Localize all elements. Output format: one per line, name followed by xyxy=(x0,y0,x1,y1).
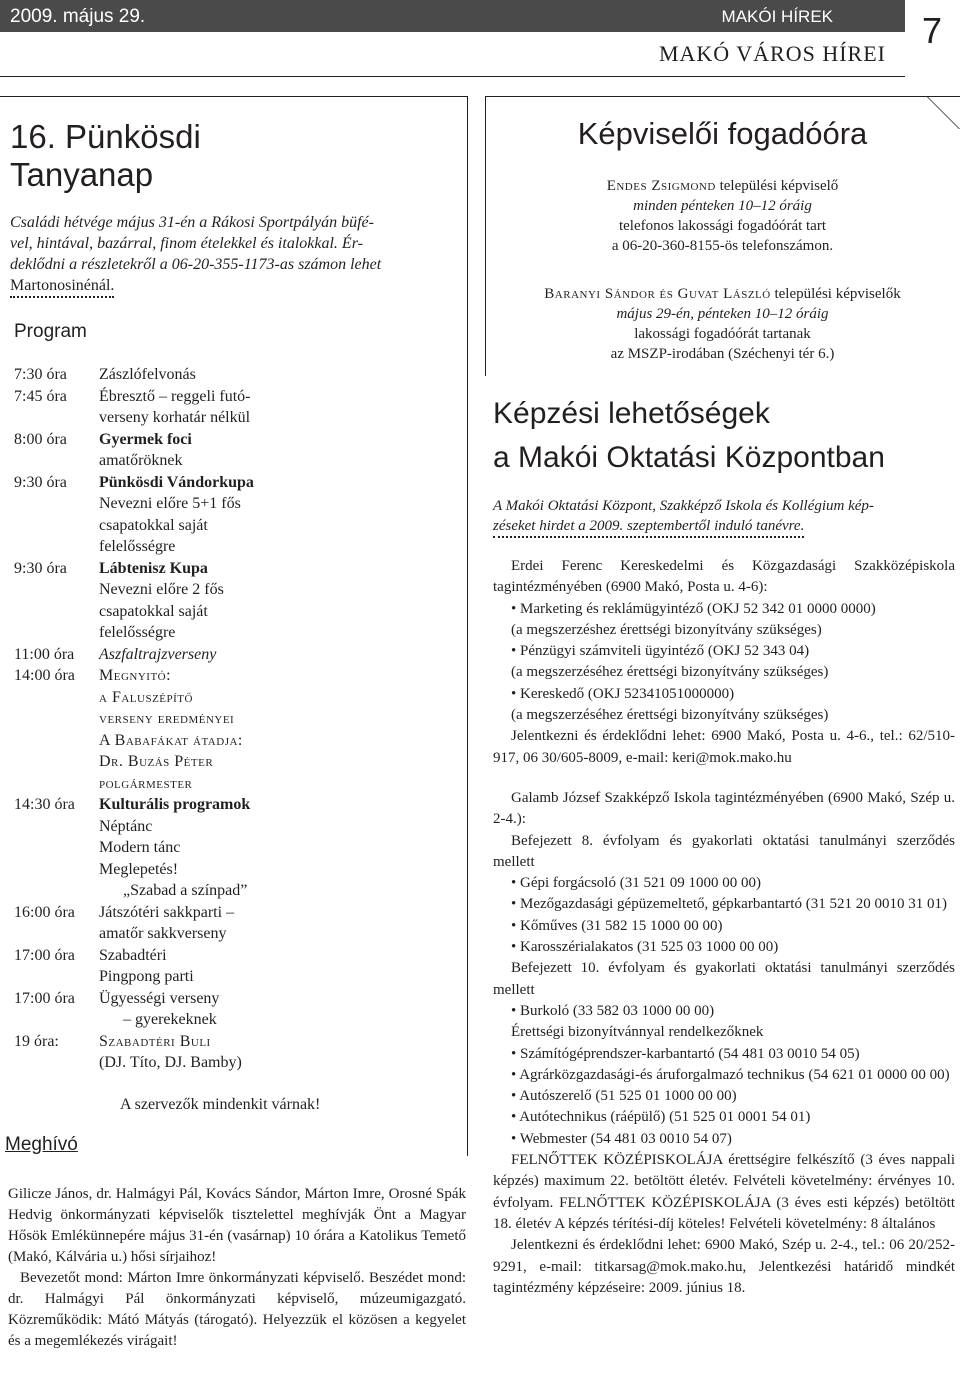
program-row xyxy=(14,837,454,859)
program-event: felelősségre xyxy=(99,538,176,555)
course-item: • Karosszérialakatos (31 525 03 1000 00 00) xyxy=(493,937,955,958)
group-heading: Befejezett 10. évfolyam és gyakorlati oktatási tanulmányi szerződés mellett xyxy=(493,960,955,998)
program-row xyxy=(14,687,454,709)
group-heading: Érettségi bizonyítvánnyal rendelkezőknek xyxy=(511,1024,764,1041)
program-time xyxy=(14,816,99,838)
program-event: verseny korhatár nélkül xyxy=(99,409,251,426)
program-time xyxy=(14,493,99,515)
program-event: Zászlófelvonás xyxy=(99,366,196,383)
course-item: • Burkoló (33 582 03 1000 00 00) xyxy=(493,1001,955,1022)
course-item: • Mezőgazdasági gépüzemeltető, gépkarbantartó (31 521 20 0010 31 01) xyxy=(493,894,955,915)
program-time xyxy=(14,515,99,537)
header-bar xyxy=(0,0,905,32)
program-event: Gyermek foci xyxy=(99,430,192,448)
program-event: Meglepetés! xyxy=(99,860,179,878)
program-row xyxy=(14,558,454,580)
page-header xyxy=(0,0,960,82)
program-time: 7:45 óra xyxy=(14,387,67,405)
program-event: (DJ. Títo, DJ. Bamby) xyxy=(99,1054,242,1071)
program-event: polgármester xyxy=(99,774,193,792)
program-row xyxy=(14,644,454,666)
program-row xyxy=(14,1031,454,1053)
program-time xyxy=(14,407,99,429)
course-item: • Autószerelő (51 525 01 1000 00 00) xyxy=(493,1086,955,1107)
erdei-section: Erdei Ferenc Kereskedelmi és Közgazdasági Szakközépiskola tagintézményében (6900 Makó, Posta u. 4-6): • Marketing és reklámügyintéző (OKJ 52 342 01 0000 0000) (a megszerzéshez érettségi bizonyítvány szükséges) • Pénzügyi számviteli ügyintéző (OKJ 52 343 04) (a megszerzéséhez érettségi bizonyítvány szükséges) • Kereskedő (OKJ 52341051000000) (a megszerzéséhez érettségi bizonyítvány szükséges) Jelentkezni és érdeklődni lehet: 6900 Makó, Posta u. 4-6., tel.: 62/510-917, 06 30/605-8009, e-mail: keri@mok.mako.hu xyxy=(493,556,955,769)
program-row xyxy=(14,407,454,429)
program-row xyxy=(14,601,454,623)
course-item: • Webmester (54 481 03 0010 54 07) xyxy=(493,1129,955,1150)
meghivo-paragraph: Gilicze János, dr. Halmágyi Pál, Kovács Sándor, Márton Imre, Orosné Spák Hedvig önkormányzati képviselők tisztelettel meghívják Önt a Magyar Hősök Emlékünnepére május 31-én (vasárnap) 10 órára a Katolikus Temető (Makó, Kálvária u.) hősi sírjaihoz! xyxy=(8,1186,466,1265)
program-event: A Babafákat átadja: xyxy=(99,731,243,749)
program-time xyxy=(14,687,99,709)
program-event: amatőröknek xyxy=(99,452,183,469)
program-event: Szabadtéri xyxy=(99,946,167,964)
program-row xyxy=(14,816,454,838)
program-time: 9:30 óra xyxy=(14,559,67,577)
program-time: 17:00 óra xyxy=(14,946,75,964)
fogadoora-title: Képviselői fogadóóra xyxy=(577,116,868,151)
program-time xyxy=(14,773,99,795)
page-number: 7 xyxy=(922,10,943,51)
program-row xyxy=(14,988,454,1010)
contact-paragraph: Jelentkezni és érdeklődni lehet: 6900 Makó, Szép u. 2-4., tel.: 06 20/252-9291, e-mail: titkarsag@mok.mako.hu, Jelentkezési határidő mindkét tagintézmény képzéseire: 2009. június 18. xyxy=(493,1237,955,1296)
program-event: Modern tánc xyxy=(99,839,181,856)
program-time: 11:00 óra xyxy=(14,645,75,663)
course-note: (a megszerzéséhez érettségi bizonyítvány szükséges) xyxy=(511,664,829,681)
closing-note: A szervezők mindenkit várnak! xyxy=(120,1096,321,1113)
program-time xyxy=(14,450,99,472)
program-event: amatőr sakkverseny xyxy=(99,925,227,942)
fogadoora-block-1: Endes Zsigmond települési képviselő minden pénteken 10–12 óráig telefonos lakossági fogadóórát tart a 06-20-360-8155-ös telefonszámon. xyxy=(606,178,839,254)
program-time xyxy=(14,923,99,945)
course-item: • Számítógéprendszer-karbantartó (54 481 03 0010 54 05) xyxy=(493,1044,955,1065)
program-event: Kulturális programok xyxy=(99,796,251,813)
meghivo-text xyxy=(8,1184,466,1352)
program-time: 17:00 óra xyxy=(14,989,75,1007)
header-rule xyxy=(0,76,905,77)
program-row xyxy=(14,859,454,881)
program-row xyxy=(14,966,454,988)
program-list xyxy=(14,364,454,1074)
program-time xyxy=(14,601,99,623)
program-row xyxy=(14,773,454,795)
program-event: Ébresztő – reggeli futó- xyxy=(99,387,251,405)
program-time xyxy=(14,966,99,988)
program-row xyxy=(14,1009,454,1031)
kepzes-title: Képzési lehetőségek a Makói Oktatási Központban xyxy=(493,397,885,474)
program-time xyxy=(14,536,99,558)
program-time xyxy=(14,859,99,881)
galamb-section: Galamb József Szakképző Iskola tagintézményében (6900 Makó, Szép u. 2-4.): Befejezett 8. évfolyam és gyakorlati oktatási tanulmányi szerződés mellett • Gépi forgácsoló (31 521 09 1000 00 00) • Mezőgazdasági gépüzemeltető, gépkarbantartó (31 521 20 0010 31 01) • Kőműves (31 582 15 1000 00 00) • Karosszérialakatos (31 525 03 1000 00 00) Befejezett 10. évfolyam és gyakorlati oktatási tanulmányi szerződés mellett • Burkoló (33 582 03 1000 00 00) Érettségi bizonyítvánnyal rendelkezőknek • Számítógéprendszer-karbantartó (54 481 03 0010 54 05) • Agrárközgazdasági-és áruforgalmazó technikus (54 621 01 0000 00 00) • Autószerelő (51 525 01 1000 00 00) • Autótechnikus (ráépülő) (51 525 01 0001 54 01) • Webmester (54 481 03 0010 54 07) FELNŐTTEK KÖZÉPISKOLÁJA érettségire felkészítő (3 éves nappali képzés) maximum 22. betöltött életév. Felvételi követelmény: érvényes 10. évfolyam. FELNŐTTEK KÖZÉPISKOLÁJA (3 éves esti képzés) betöltött 18. életév A képzés térítési-díj köteles! Felvételi követelmény: 8 általános Jelentkezni és érdeklődni lehet: 6900 Makó, Szép u. 2-4., tel.: 06 20/252-9291, e-mail: titkarsag@mok.mako.hu, Jelentkezési határidő mindkét tagintézmény képzéseire: 2009. június 18. xyxy=(493,788,955,1299)
program-event: Pünkösdi Vándorkupa xyxy=(99,473,254,491)
program-row xyxy=(14,1052,454,1074)
program-time: 14:00 óra xyxy=(14,667,75,684)
program-event: Játszótéri sakkparti – xyxy=(99,903,235,921)
program-row xyxy=(14,429,454,451)
program-row xyxy=(14,923,454,945)
fogadoora-block-2: Baranyi Sándor és Guvat László települési képviselők május 29-én, pénteken 10–12 óráig lakossági fogadóórát tartanak az MSZP-irodában (Széchenyi tér 6.) xyxy=(544,286,901,362)
program-time xyxy=(14,622,99,644)
meghivo-paragraph: Bevezetőt mond: Márton Imre önkormányzati képviselő. Beszédet mond: dr. Halmágyi Pál önkormányzati képviselő, múzeumigazgató. Közreműködik: Mátó Mátyás (tárogató). Helyezzük el közösen a kegyelet és a megemlékezés virágait! xyxy=(8,1270,466,1349)
program-time xyxy=(14,837,99,859)
program-row xyxy=(14,751,454,773)
course-note: (a megszerzéshez érettségi bizonyítvány szükséges) xyxy=(511,621,822,638)
program-row xyxy=(14,515,454,537)
program-event: csapatokkal saját xyxy=(99,516,208,534)
program-time: 19 óra: xyxy=(14,1032,59,1050)
program-time: 16:00 óra xyxy=(14,903,75,921)
program-event: felelősségre xyxy=(99,624,176,641)
program-row xyxy=(14,730,454,752)
program-row xyxy=(14,708,454,730)
course-item: • Agrárközgazdasági-és áruforgalmazó technikus (54 621 01 0000 00 00) xyxy=(493,1065,955,1086)
kepzes-lead: A Makói Oktatási Központ, Szakképző Iskola és Kollégium kép- zéseket hirdet a 2009. szeptembertől induló tanévre. xyxy=(493,496,955,538)
course-item: • Pénzügyi számviteli ügyintéző (OKJ 52 343 04) xyxy=(493,641,955,662)
tanyanap-lead: Családi hétvége május 31-én a Rákosi Sportpályán büfé- vel, hintával, bazárral, finom ételekkel és italokkal. Ér- deklődni a részletekről a 06-20-355-1173-as számon lehet Martonosinénál. xyxy=(10,212,458,298)
program-event: Néptánc xyxy=(99,817,153,835)
program-time xyxy=(14,730,99,752)
course-item: • Kőműves (31 582 15 1000 00 00) xyxy=(493,916,955,937)
program-event: a Faluszépítő xyxy=(99,688,193,706)
tanyanap-title: 16. Pünkösdi Tanyanap xyxy=(10,118,201,193)
program-row xyxy=(14,536,454,558)
program-time: 7:30 óra xyxy=(14,366,67,383)
left-column xyxy=(0,96,475,1376)
program-event: „Szabad a színpad” xyxy=(123,882,248,899)
section-subtitle: MAKÓ VÁROS HÍREI xyxy=(658,41,886,66)
program-event: Szabadtéri Buli xyxy=(99,1032,211,1050)
program-time: 14:30 óra xyxy=(14,796,75,813)
program-row xyxy=(14,880,454,902)
program-time xyxy=(14,579,99,601)
program-event: Pingpong parti xyxy=(99,968,194,985)
program-time xyxy=(14,1052,99,1074)
program-time xyxy=(14,708,99,730)
program-row xyxy=(14,579,454,601)
program-row xyxy=(14,493,454,515)
program-event: Nevezni előre 2 fős xyxy=(99,581,224,598)
issue-date: 2009. május 29. xyxy=(10,6,146,27)
section-name: MAKÓI HÍREK xyxy=(721,7,833,26)
program-label: Program xyxy=(14,321,87,342)
contact-paragraph: Jelentkezni és érdeklődni lehet: 6900 Makó, Posta u. 4-6., tel.: 62/510-917, 06 30/605-8009, e-mail: keri@mok.mako.hu xyxy=(493,728,955,766)
right-column xyxy=(485,96,960,1376)
course-item: • Kereskedő (OKJ 52341051000000) xyxy=(493,684,955,705)
program-time xyxy=(14,751,99,773)
meghivo-label: Meghívó xyxy=(5,1134,78,1155)
adult-school-paragraph: FELNŐTTEK KÖZÉPISKOLÁJA érettségire felkészítő (3 éves nappali képzés) maximum 22. betöltött életév. Felvételi követelmény: érvényes 10. évfolyam. FELNŐTTEK KÖZÉPISKOLÁJA (3 éves esti képzés) betöltött 18. életév A képzés térítési-díj köteles! Felvételi követelmény: 8 általános xyxy=(493,1152,955,1232)
program-time: 9:30 óra xyxy=(14,473,67,491)
program-time xyxy=(14,1009,99,1031)
program-row xyxy=(14,945,454,967)
program-event: Lábtenisz Kupa xyxy=(99,559,208,577)
program-event: Dr. Buzás Péter xyxy=(99,753,214,770)
program-event: verseny eredményei xyxy=(99,710,235,727)
program-row xyxy=(14,622,454,644)
course-item: • Marketing és reklámügyintéző (OKJ 52 342 01 0000 0000) xyxy=(493,599,955,620)
program-row xyxy=(14,902,454,924)
program-row xyxy=(14,364,454,386)
course-item: • Gépi forgácsoló (31 521 09 1000 00 00) xyxy=(493,873,955,894)
program-event: Nevezni előre 5+1 fős xyxy=(99,495,241,512)
program-event: csapatokkal saját xyxy=(99,602,208,620)
program-time xyxy=(14,880,99,902)
program-row xyxy=(14,386,454,408)
program-event: Aszfaltrajzverseny xyxy=(99,645,217,663)
program-row xyxy=(14,665,454,687)
program-row xyxy=(14,450,454,472)
program-event: – gyerekeknek xyxy=(123,1011,217,1028)
program-event: Megnyitó: xyxy=(99,667,172,684)
group-heading: Befejezett 8. évfolyam és gyakorlati oktatási tanulmányi szerződés mellett xyxy=(493,832,955,870)
program-row xyxy=(14,472,454,494)
program-time: 8:00 óra xyxy=(14,430,67,448)
program-row xyxy=(14,794,454,816)
course-note: (a megszerzéséhez érettségi bizonyítvány szükséges) xyxy=(511,707,829,724)
program-event: Ügyességi verseny xyxy=(99,989,220,1007)
page-number-box xyxy=(905,0,960,72)
course-item: • Autótechnikus (ráépülő) (51 525 01 0001 54 01) xyxy=(493,1107,955,1128)
